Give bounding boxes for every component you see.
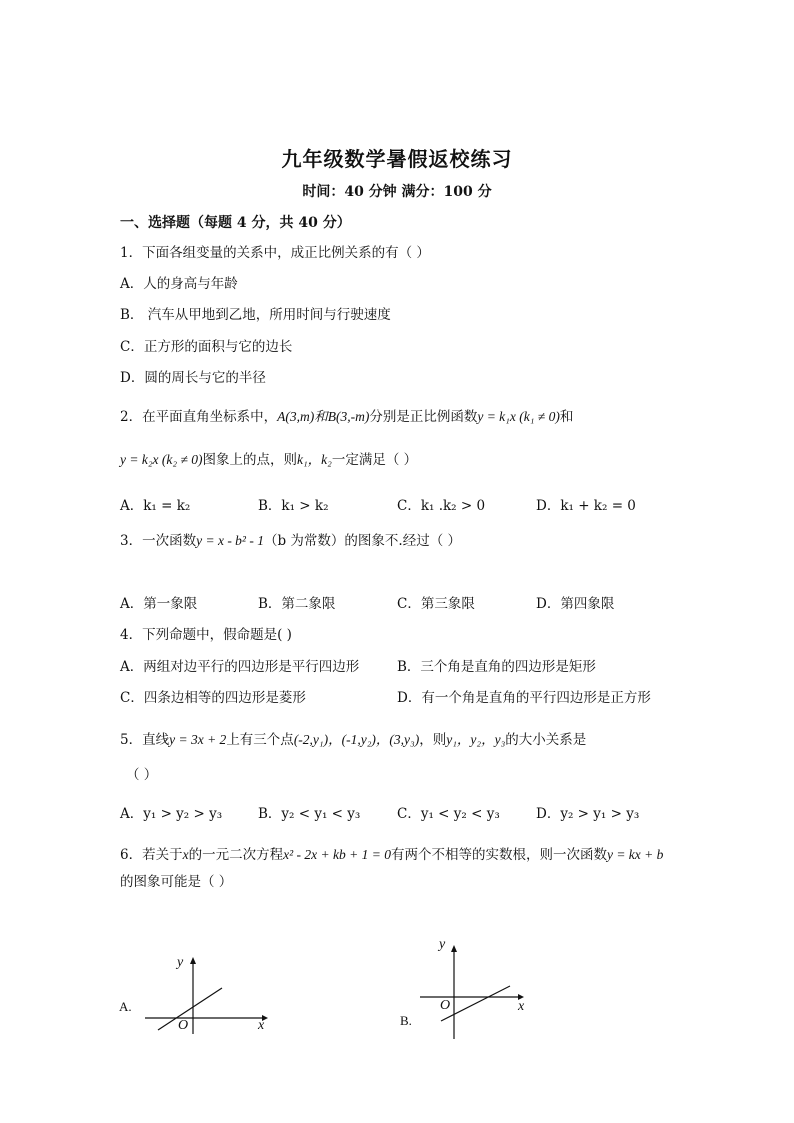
q6-math-x: x bbox=[182, 847, 189, 862]
q5-option-a[interactable]: A．y₁ > y₂ > y₃ bbox=[120, 806, 223, 822]
q5-text-c: ，则 bbox=[419, 732, 447, 748]
q5-stem-line2: （ ） bbox=[126, 767, 158, 783]
q3-option-c[interactable]: C．第三象限 bbox=[397, 596, 475, 612]
q6-graph-a-origin: O bbox=[178, 1018, 189, 1033]
q2-math-func2: y = k₂x (k₂ ≠ 0) bbox=[120, 452, 203, 467]
q6-graph-a-label[interactable]: A. bbox=[119, 999, 132, 1014]
q6-graph-a bbox=[140, 952, 275, 1042]
q6-stem-line1 bbox=[120, 846, 663, 864]
q3-option-d[interactable]: D．第四象限 bbox=[536, 596, 615, 612]
q4-option-a[interactable]: A．两组对边平行的四边形是平行四边形 bbox=[120, 659, 360, 675]
section-heading: 一、选择题（每题 4 分，共 40 分） bbox=[120, 215, 351, 231]
q6-graph-b bbox=[415, 935, 545, 1045]
q2-option-c[interactable]: C．k₁ .k₂ > 0 bbox=[397, 498, 486, 514]
q6-stem-line2: 的图象可能是（ ） bbox=[120, 874, 233, 890]
q2-option-a[interactable]: A．k₁ = k₂ bbox=[120, 498, 191, 514]
q1-option-d[interactable]: D．圆的周长与它的半径 bbox=[120, 370, 266, 386]
q2-stem-line1 bbox=[120, 408, 573, 426]
q3-option-b[interactable]: B．第二象限 bbox=[258, 596, 336, 612]
graph-b-line bbox=[441, 986, 510, 1021]
q5-option-d[interactable]: D．y₂ > y₁ > y₃ bbox=[536, 806, 640, 822]
page-subtitle: 时间：40 分钟 满分：100 分 bbox=[302, 184, 492, 200]
q3-stem bbox=[120, 532, 461, 550]
q6-text-c: 有两个不相等的实数根，则一次函数 bbox=[390, 847, 607, 863]
q4-option-c[interactable]: C．四条边相等的四边形是菱形 bbox=[120, 690, 306, 706]
q3-text-b: （b 为常数）的图象不.经过（ ） bbox=[263, 533, 461, 549]
q2-text-d: 图象上的点，则 bbox=[202, 452, 297, 468]
q6-graph-a-y-label: y bbox=[177, 955, 184, 970]
q5-math-line: y = 3x + 2 bbox=[169, 732, 227, 747]
q3-option-a[interactable]: A．第一象限 bbox=[120, 596, 198, 612]
q2-text-b: 分别是正比例函数 bbox=[369, 409, 478, 425]
q2-math-func1: y = k₁x (k₁ ≠ 0) bbox=[477, 409, 560, 424]
q6-text-b: 的一元二次方程 bbox=[188, 847, 284, 863]
q2-text-e: 一定满足（ ） bbox=[331, 452, 418, 468]
q4-option-b[interactable]: B．三个角是直角的四边形是矩形 bbox=[397, 659, 596, 675]
q4-option-d[interactable]: D．有一个角是直角的平行四边形是正方形 bbox=[397, 690, 651, 706]
q2-math-k: k₁，k₂ bbox=[297, 452, 332, 467]
page-title: 九年级数学暑假返校练习 bbox=[281, 147, 513, 171]
q4-stem: 4．下列命题中，假命题是( ) bbox=[120, 627, 292, 643]
q2-option-d[interactable]: D．k₁ + k₂ = 0 bbox=[536, 498, 636, 514]
q5-text-a: 5．直线 bbox=[120, 732, 170, 748]
q2-stem-line2 bbox=[120, 451, 417, 469]
q5-stem-line1 bbox=[120, 731, 586, 749]
q1-option-c[interactable]: C．正方形的面积与它的边长 bbox=[120, 339, 293, 355]
q6-graph-a-x-label: x bbox=[258, 1018, 265, 1033]
q5-text-b: 上有三个点 bbox=[226, 732, 294, 748]
q6-text-a: 6．若关于 bbox=[120, 847, 183, 863]
q5-text-d: 的大小关系是 bbox=[505, 732, 587, 748]
q3-math: y = x - b² - 1 bbox=[196, 533, 264, 548]
q5-math-points: (-2,y₁)，(-1,y₂)，(3,y₃) bbox=[293, 732, 420, 747]
q1-stem: 1．下面各组变量的关系中，成正比例关系的有（ ） bbox=[120, 245, 430, 261]
q2-option-b[interactable]: B．k₁ > k₂ bbox=[258, 498, 329, 514]
q3-text-a: 3．一次函数 bbox=[120, 533, 197, 549]
q6-graph-b-label[interactable]: B. bbox=[400, 1013, 412, 1028]
q6-graph-b-origin: O bbox=[440, 998, 451, 1013]
q6-graph-b-x-label: x bbox=[518, 999, 525, 1014]
q2-text-c: 和 bbox=[559, 409, 574, 425]
graph-a-y-arrow bbox=[190, 957, 196, 964]
q1-option-b[interactable]: B． 汽车从甲地到乙地，所用时间与行驶速度 bbox=[120, 307, 391, 323]
graph-b-y-arrow bbox=[451, 945, 457, 952]
q2-math-points: A(3,m)和B(3,-m) bbox=[277, 409, 370, 424]
q2-text-a: 2．在平面直角坐标系中， bbox=[120, 409, 278, 425]
q6-math-func: y = kx + b bbox=[606, 847, 664, 862]
q5-option-c[interactable]: C．y₁ < y₂ < y₃ bbox=[397, 806, 500, 822]
q1-option-a[interactable]: A．人的身高与年龄 bbox=[120, 276, 238, 292]
q5-math-y: y₁，y₂，y₃ bbox=[446, 732, 506, 747]
q6-graph-b-y-label: y bbox=[439, 937, 446, 952]
graph-a-line bbox=[158, 988, 222, 1030]
q6-math-equation: x² - 2x + kb + 1 = 0 bbox=[283, 847, 391, 862]
q5-option-b[interactable]: B．y₂ < y₁ < y₃ bbox=[258, 806, 361, 822]
